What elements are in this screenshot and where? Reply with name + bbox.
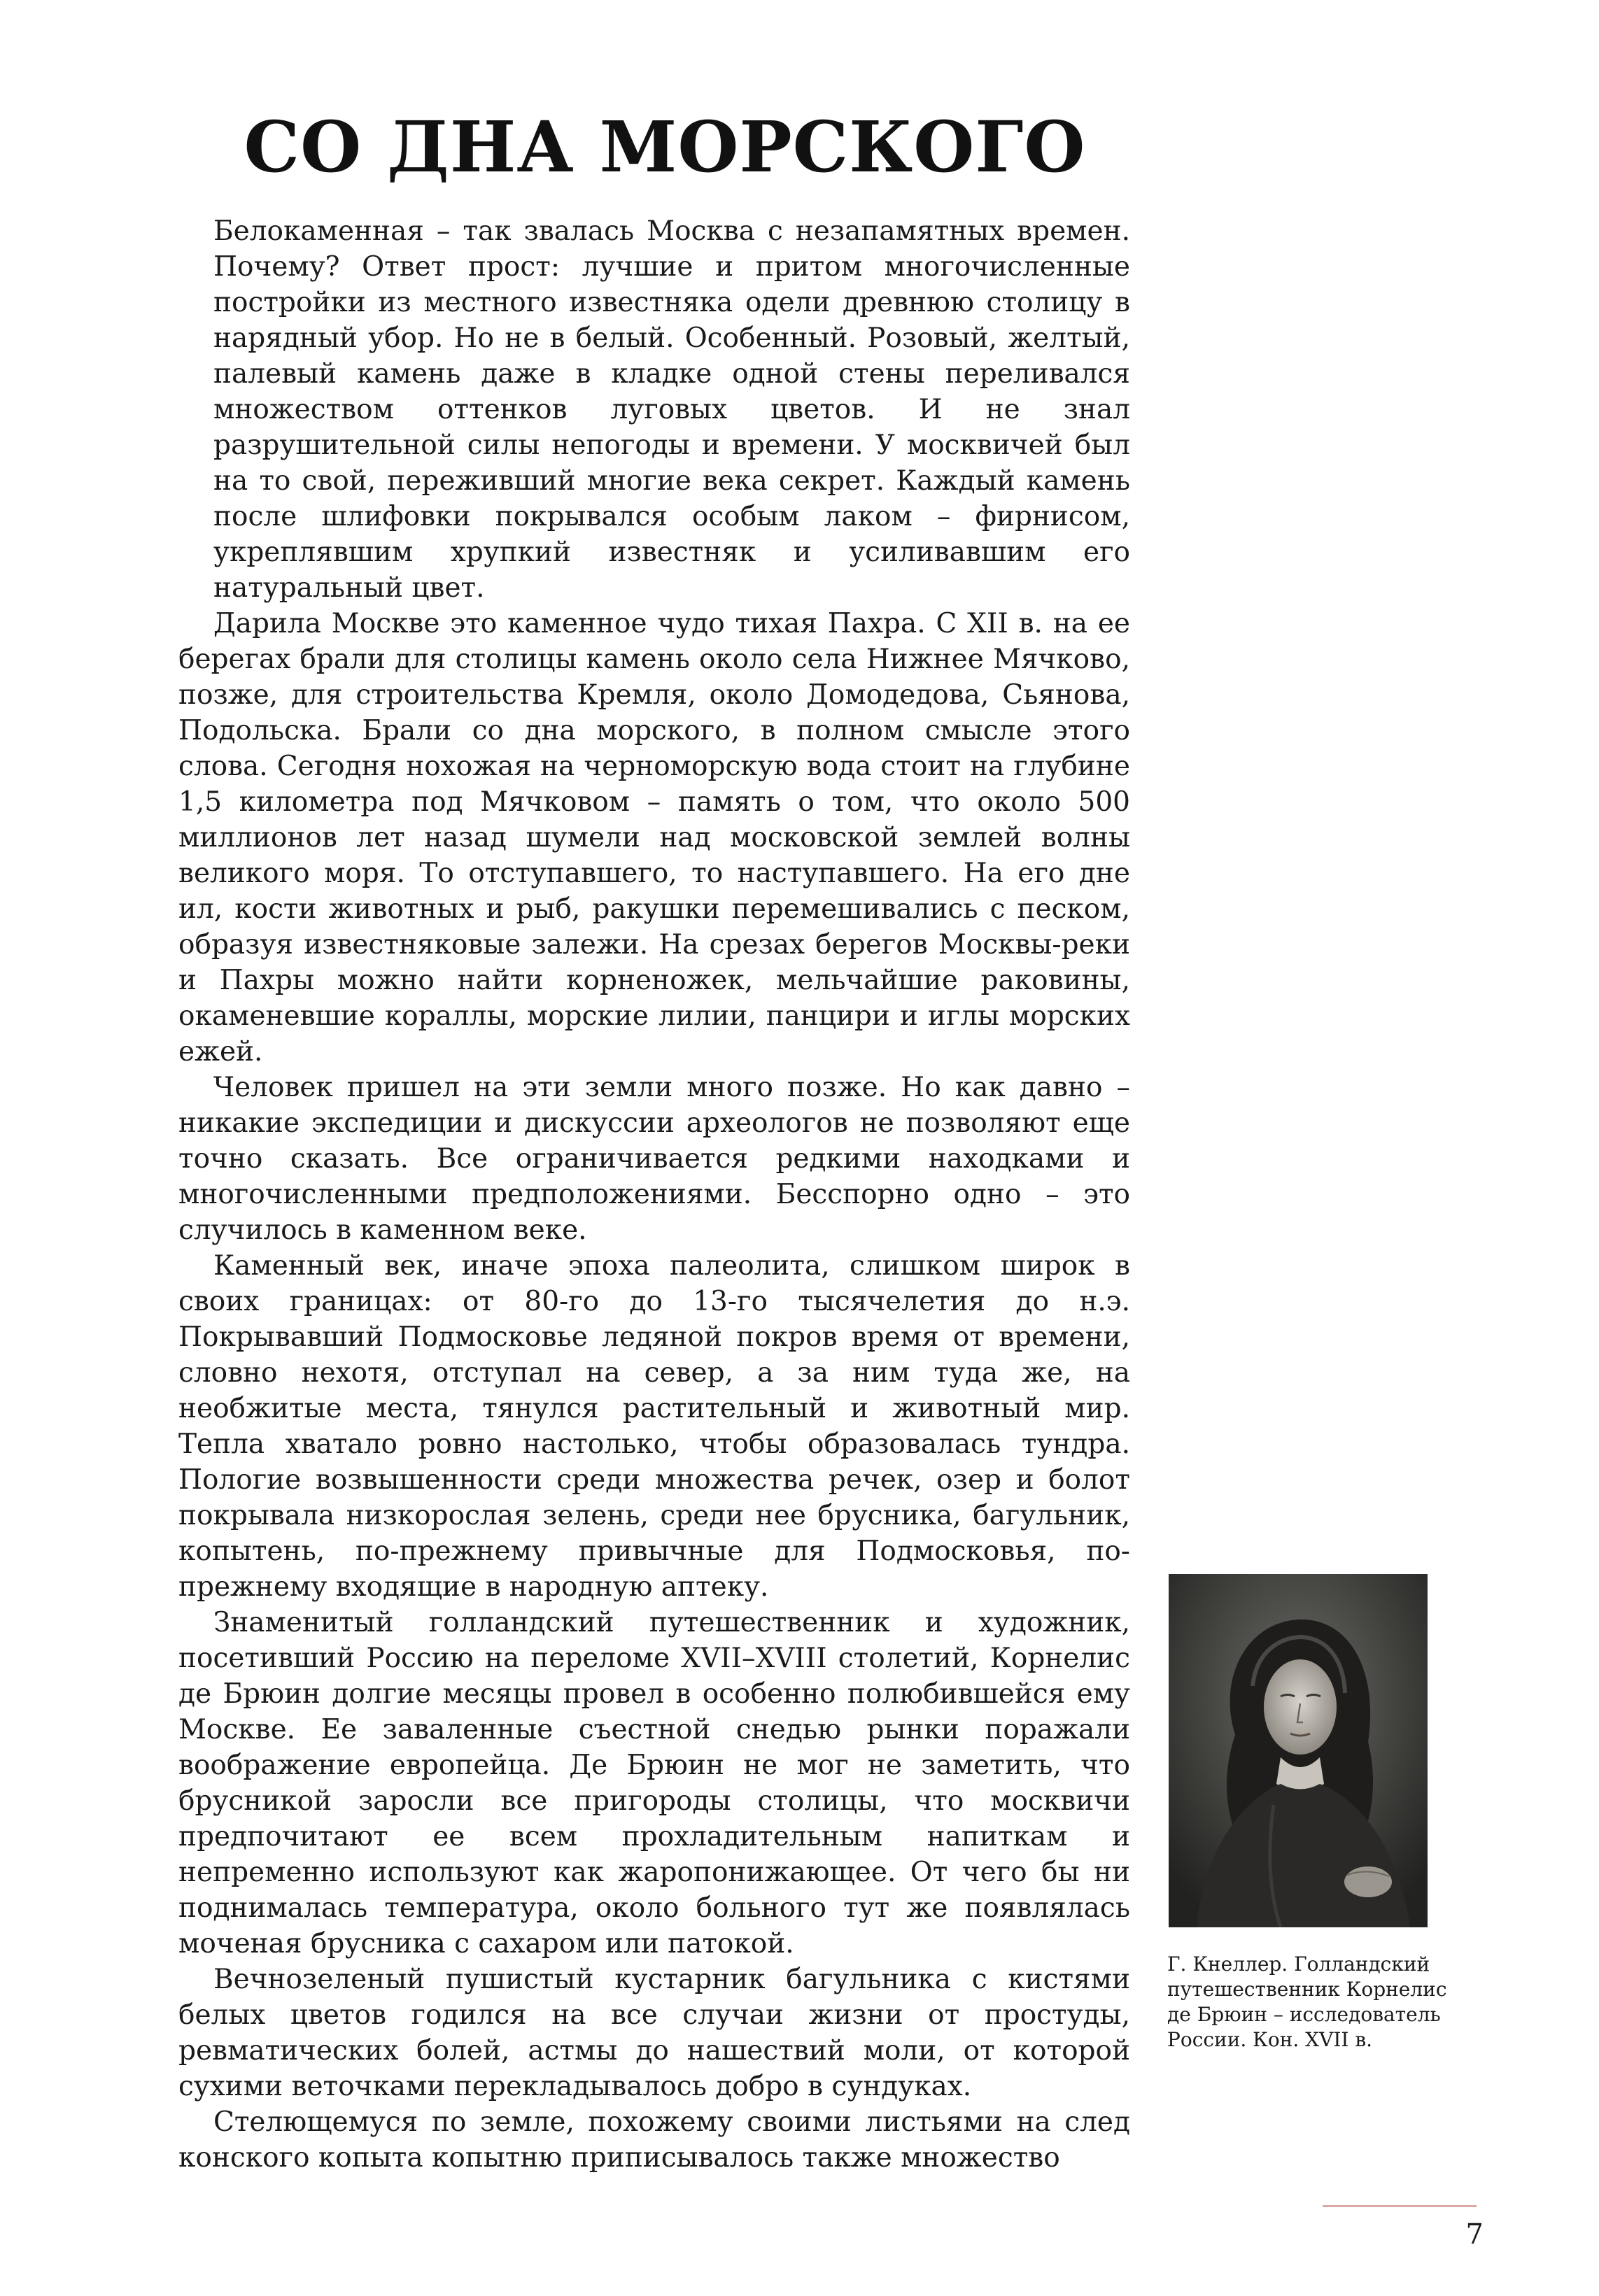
- portrait-illustration: [1169, 1574, 1428, 1927]
- page-number: 7: [1465, 2218, 1484, 2251]
- paragraph-7: Стелющемуся по земле, похожему своими листьями на след конского копыта копытню приписывалось также множество: [178, 2106, 1130, 2174]
- paragraph-5: Знаменитый голландский путешественник и художник, посетивший Россию на переломе XVII–XVIII столетий, Корнелис де Брюин долгие месяцы провел в особенно полюбившейся ему Москве. Ее заваленные съестной снедью рынки поражали воображение европейца. Де Брюин не мог не заметить, что брусникой заросли все пригороды столицы, что москвичи предпочитают ее всем прохладительным напиткам и непременно используют как жаропонижающее. От чего бы ни поднималась температура, около больного тут же появлялась моченая брусника с сахаром или патокой.: [178, 1607, 1130, 1960]
- portrait-image: [1169, 1574, 1428, 1927]
- portrait-caption: Г. Кнеллер. Голландский путешественник Корнелис де Брюин – исследователь России. Кон. XVII в.: [1167, 1953, 1447, 2051]
- paragraph-2: Дарила Москве это каменное чудо тихая Пахра. С XII в. на ее берегах брали для столицы камень около села Нижнее Мячково, позже, для строительства Кремля, около Домодедова, Сьянова, Подольска. Брали со дна морского, в полном смысле этого слова. Сегодня нохожая на черноморскую вода стоит на глубине 1,5 километра под Мячковом – память о том, что около 500 миллионов лет назад шумели над московской землей волны великого моря. То отступавшего, то наступавшего. На его дне ил, кости животных и рыб, ракушки перемешивались с песком, образуя известняковые залежи. На срезах берегов Москвы-реки и Пахры можно найти корненожек, мельчайшие раковины, окаменевшие кораллы, морские лилии, панцири и иглы морских ежей.: [178, 608, 1130, 1068]
- article-body: [178, 213, 1130, 2176]
- page-title: СО ДНА МОРСКОГО: [244, 106, 1086, 188]
- paragraph-1: Белокаменная – так звалась Москва с незапамятных времен. Почему? Ответ прост: лучшие и притом многочисленные постройки из местного известняка одели древнюю столицу в нарядный убор. Но не в белый. Особенный. Розовый, желтый, палевый камень даже в кладке одной стены переливался множеством оттенков луговых цветов. И не знал разрушительной силы непогоды и времени. У москвичей был на то свой, переживший многие века секрет. Каждый камень после шлифовки покрывался особым лаком – фирнисом, укреплявшим хрупкий известняк и усиливавшим его натуральный цвет.: [213, 215, 1130, 604]
- paragraph-4: Каменный век, иначе эпоха палеолита, слишком широк в своих границах: от 80-го до 13-го тысячелетия до н.э. Покрывавший Подмосковье ледяной покров время от времени, словно нехотя, отступал на север, а за ним туда же, на необжитые места, тянулся растительный и животный мир. Тепла хватало ровно настолько, чтобы образовалась тундра. Пологие возвышенности среди множества речек, озер и болот покрывала низкорослая зелень, среди нее брусника, багульник, копытень, по-прежнему привычные для Подмосковья, по-прежнему входящие в народную аптеку.: [178, 1250, 1130, 1603]
- footer-rule: [1323, 2205, 1477, 2207]
- paragraph-6: Вечнозеленый пушистый кустарник багульника с кистями белых цветов годился на все случаи жизни от простуды, ревматических болей, астмы до нашествий моли, от которой сухими веточками перекладывалось добро в сундуках.: [178, 1964, 1130, 2102]
- paragraph-3: Человек пришел на эти земли много позже. Но как давно – никакие экспедиции и дискуссии археологов не позволяют еще точно сказать. Все ограничивается редкими находками и многочисленными предположениями. Бесспорно одно – это случилось в каменном веке.: [178, 1072, 1130, 1246]
